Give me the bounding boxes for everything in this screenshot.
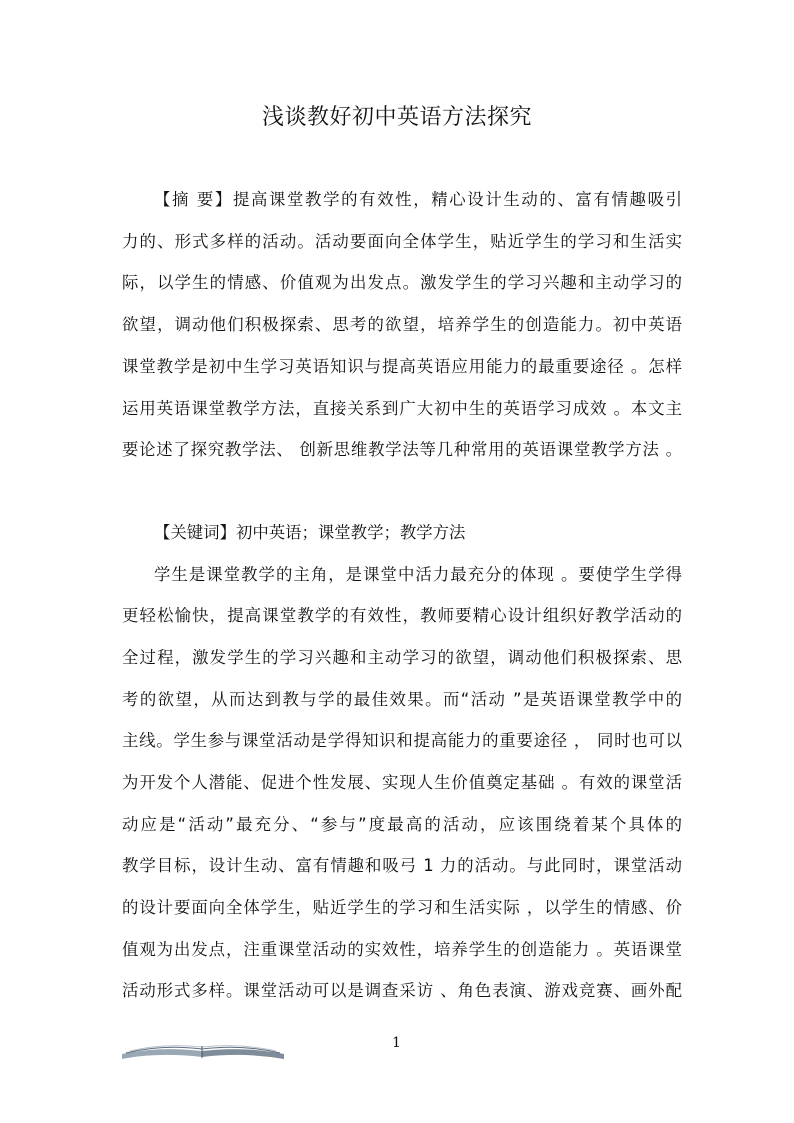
page-number: 1 [392,1035,401,1051]
body-line: 值观为出发点，注重课堂活动的实效性，培养学生的创造能力 。英语课堂 [122,940,682,959]
body-line: 主线。学生参与课堂活动是学得知识和提高能力的重要途径 ， 同时也可以 [122,731,682,750]
open-book-ornament-icon [118,1038,288,1060]
abstract-line: 课堂教学是初中生学习英语知识与提高英语应用能力的最重要途径 。怎样 [122,357,682,376]
abstract-line: 际，以学生的情感、价值观为出发点。激发学生的学习兴趣和主动学习的 [122,273,682,292]
abstract-line: 要论述了探究教学法、 创新思维教学法等几种常用的英语课堂教学方法 。 [122,440,682,459]
abstract-line: 运用英语课堂教学方法，直接关系到广大初中生的英语学习成效 。本文主 [122,399,682,418]
body-line: 全过程，激发学生的学习兴趣和主动学习的欲望，调动他们积极探索、思 [122,648,682,667]
body-line: 动应是“活动”最充分、“参与”度最高的活动，应该围绕着某个具体的 [122,815,682,834]
body-line: 考的欲望，从而达到教与学的最佳效果。而“活动 ”是英语课堂教学中的 [122,690,682,709]
body-line: 为开发个人潜能、促进个性发展、实现人生价值奠定基础 。有效的课堂活 [122,773,682,792]
body-line: 的设计要面向全体学生，贴近学生的学习和生活实际 ，以学生的情感、价 [122,898,682,917]
body-line: 教学目标，设计生动、富有情趣和吸弓 1 力的活动。与此同时，课堂活动 [122,856,682,875]
abstract-line: 【摘 要】提高课堂教学的有效性，精心设计生动的、富有情趣吸引 [154,190,682,209]
document-title: 浅谈教好初中英语方法探究 [261,105,532,130]
body-line: 更轻松愉快，提高课堂教学的有效性，教师要精心设计组织好教学活动的 [122,606,682,625]
abstract-line: 力的、形式多样的活动。活动要面向全体学生，贴近学生的学习和生活实 [122,232,682,251]
body-line: 学生是课堂教学的主角，是课堂中活力最充分的体现 。要使学生学得 [154,565,682,584]
body-line: 活动形式多样。课堂活动可以是调查采访 、角色表演、游戏竞赛、画外配 [122,981,682,1000]
keywords-line: 【关键词】初中英语；课堂教学；教学方法 [154,523,466,542]
abstract-line: 欲望，调动他们积极探索、思考的欲望，培养学生的创造能力。初中英语 [122,315,682,334]
